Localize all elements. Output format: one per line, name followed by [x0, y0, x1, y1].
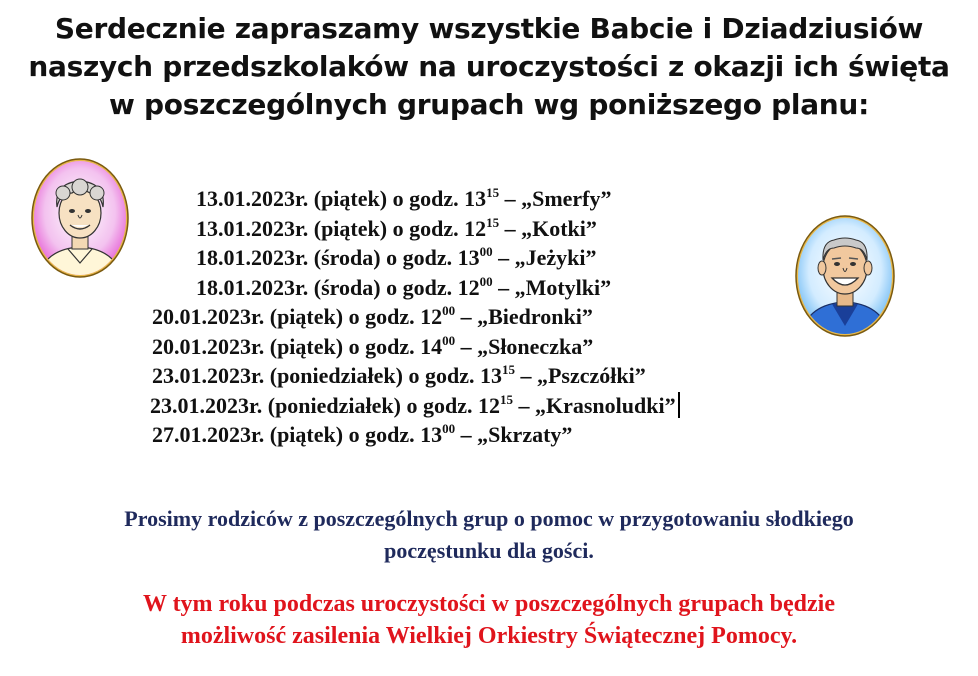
schedule-dash: –: [460, 422, 472, 447]
schedule-dash: –: [460, 334, 472, 359]
schedule-dash: –: [518, 393, 530, 418]
schedule-row: [152, 332, 593, 362]
schedule-time-label: o godz.: [348, 334, 415, 359]
schedule-time-label: o godz.: [392, 216, 459, 241]
wosp-note-line-2: możliwość zasilenia Wielkiej Orkiestry Świątecznej Pomocy.: [180, 623, 798, 649]
schedule-dash: –: [504, 216, 516, 241]
schedule-date: 27.01.2023r.: [152, 422, 265, 447]
schedule-dash: –: [460, 304, 472, 329]
schedule-hour: 13: [420, 422, 443, 447]
schedule-hour: 12: [477, 393, 500, 418]
schedule-group: „Biedronki”: [477, 304, 593, 329]
schedule-dash: –: [498, 275, 510, 300]
schedule-hour: 13: [479, 363, 502, 388]
schedule-minutes: 00: [479, 244, 493, 259]
schedule-group: „Pszczółki”: [536, 363, 646, 388]
schedule-day: (piątek): [313, 216, 388, 241]
schedule-date: 20.01.2023r.: [152, 334, 265, 359]
schedule-date: 13.01.2023r.: [196, 186, 309, 211]
schedule-time-label: o godz.: [386, 245, 453, 270]
schedule-group: „Skrzaty”: [477, 422, 573, 447]
schedule-day: (piątek): [269, 422, 344, 447]
parents-note-line-1: Prosimy rodziców z poszczególnych grup o pomoc w przygotowaniu słodkiego: [124, 506, 854, 531]
schedule-time-label: o godz.: [348, 304, 415, 329]
schedule-hour: 12: [457, 275, 480, 300]
schedule-group: „Krasnoludki”: [534, 393, 676, 418]
schedule-time-label: o godz.: [392, 186, 459, 211]
heading-line-3: w poszczególnych grupach wg poniższego planu:: [109, 88, 869, 121]
schedule-hour: 12: [420, 304, 443, 329]
schedule-date: 20.01.2023r.: [152, 304, 265, 329]
schedule-day: (środa): [313, 245, 381, 270]
schedule-minutes: 15: [486, 185, 500, 200]
schedule-day: (środa): [313, 275, 381, 300]
schedule-day: (poniedziałek): [267, 393, 401, 418]
schedule-time-label: o godz.: [386, 275, 453, 300]
schedule-row: [196, 184, 612, 214]
schedule-hour: 14: [420, 334, 443, 359]
schedule-row: [152, 420, 572, 450]
schedule-time-label: o godz.: [406, 393, 473, 418]
schedule-minutes: 00: [442, 421, 456, 436]
schedule-group: „Jeżyki”: [514, 245, 597, 270]
schedule-row: [196, 243, 596, 273]
heading-line-1: Serdecznie zapraszamy wszystkie Babcie i Dziadziusiów: [54, 12, 924, 45]
schedule-day: (poniedziałek): [269, 363, 403, 388]
schedule-date: 13.01.2023r.: [196, 216, 309, 241]
schedule-row: [196, 214, 597, 244]
schedule-hour: 13: [457, 245, 480, 270]
schedule-date: 18.01.2023r.: [196, 245, 309, 270]
schedule-minutes: 15: [499, 392, 513, 407]
heading-line-2: naszych przedszkolaków na uroczystości z okazji ich święta: [28, 50, 950, 83]
wosp-note-line-1: W tym roku podczas uroczystości w poszczególnych grupach będzie: [143, 591, 835, 617]
grandfather-portrait-icon: [794, 214, 896, 338]
schedule-group: „Kotki”: [521, 216, 597, 241]
schedule-minutes: 00: [442, 333, 456, 348]
schedule-hour: 12: [464, 216, 487, 241]
schedule-minutes: 00: [479, 274, 493, 289]
schedule-date: 18.01.2023r.: [196, 275, 309, 300]
schedule-hour: 13: [464, 186, 487, 211]
schedule-time-label: o godz.: [348, 422, 415, 447]
schedule-row: [196, 273, 611, 303]
parents-note-line-2: poczęstunku dla gości.: [384, 538, 594, 563]
schedule-date: 23.01.2023r.: [152, 363, 265, 388]
schedule-group: „Motylki”: [514, 275, 612, 300]
schedule-time-label: o godz.: [408, 363, 475, 388]
schedule-date: 23.01.2023r.: [150, 393, 263, 418]
wosp-note: [20, 588, 958, 652]
parents-request-note: [20, 503, 958, 567]
grandmother-portrait-icon: [30, 157, 130, 279]
schedule-dash: –: [498, 245, 510, 270]
schedule-dash: –: [520, 363, 532, 388]
schedule-minutes: 15: [486, 215, 500, 230]
text-cursor: [678, 392, 680, 418]
schedule-minutes: 00: [442, 303, 456, 318]
schedule-group: „Smerfy”: [521, 186, 612, 211]
schedule-day: (piątek): [269, 304, 344, 329]
schedule-day: (piątek): [313, 186, 388, 211]
schedule-group: „Słoneczka”: [477, 334, 594, 359]
invitation-heading: [20, 10, 958, 124]
schedule-row: [152, 361, 646, 391]
schedule-row: [152, 302, 593, 332]
schedule-day: (piątek): [269, 334, 344, 359]
schedule-dash: –: [504, 186, 516, 211]
schedule-minutes: 15: [501, 362, 515, 377]
schedule-row: [150, 391, 680, 421]
